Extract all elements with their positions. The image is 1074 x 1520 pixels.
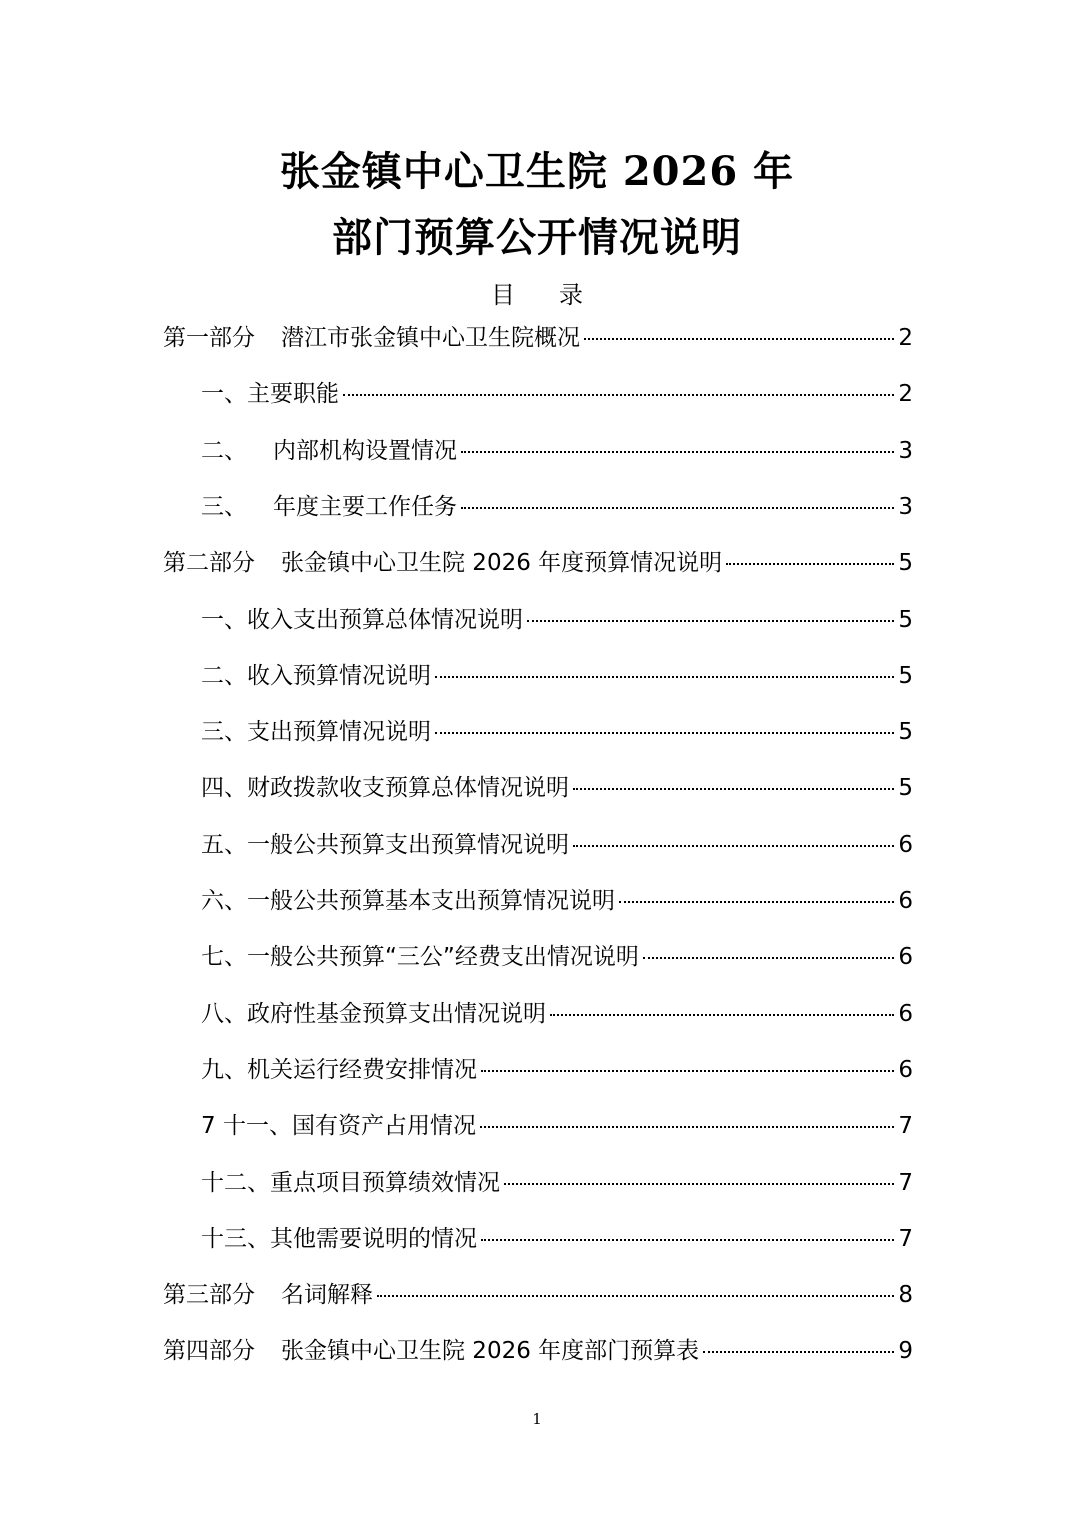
toc-entry-label <box>163 543 722 583</box>
toc-entry-text: 四、财政拨款收支预算总体情况说明 <box>201 775 569 802</box>
toc-entry[interactable] <box>201 1050 913 1090</box>
document-title-line-1: 张金镇中心卫生院 2026 年 <box>279 148 795 195</box>
toc-entry-prefix: 第一部分 <box>163 325 255 351</box>
toc-entry-text: 7 十一、国有资产占用情况 <box>201 1113 476 1140</box>
toc-entry[interactable] <box>201 712 913 752</box>
toc-entry-text: 九、机关运行经费安排情况 <box>201 1056 477 1083</box>
toc-entry-page: 5 <box>898 606 913 633</box>
toc-entry-page: 6 <box>898 888 913 914</box>
toc-heading <box>0 280 1074 310</box>
toc-leader-dots <box>435 732 894 734</box>
toc-entry[interactable] <box>201 825 913 865</box>
toc-entry-page: 2 <box>898 325 913 351</box>
toc-entry-text: 六、一般公共预算基本支出预算情况说明 <box>201 888 615 914</box>
toc-entry-prefix: 第四部分 <box>163 1338 255 1365</box>
toc-entry[interactable] <box>201 374 913 414</box>
toc-entry[interactable] <box>201 1106 913 1146</box>
toc-leader-dots <box>481 1070 894 1072</box>
toc-entry-text: 内部机构设置情况 <box>273 437 457 464</box>
toc-entry-label <box>201 1219 477 1259</box>
toc-leader-dots <box>550 1014 894 1016</box>
toc-leader-dots <box>584 338 894 340</box>
toc-leader-dots <box>461 451 894 453</box>
toc-entry[interactable] <box>201 600 913 640</box>
toc-entry-label <box>201 1106 476 1146</box>
toc-entry-label <box>201 768 569 808</box>
toc-heading-char: 录 <box>559 281 583 309</box>
toc-entry-text: 年度主要工作任务 <box>273 493 457 520</box>
toc-entry[interactable] <box>201 431 913 471</box>
toc-entry-label <box>201 994 546 1034</box>
toc-leader-dots <box>703 1351 894 1353</box>
toc-leader-dots <box>435 676 894 678</box>
toc-entry-page: 6 <box>898 1000 913 1027</box>
toc-entry-label <box>201 1163 500 1203</box>
toc-entry-page: 6 <box>898 1056 913 1083</box>
toc-entry[interactable] <box>201 881 913 921</box>
toc-leader-dots <box>343 394 894 396</box>
toc-entry[interactable] <box>163 318 913 358</box>
toc-entry-label <box>201 431 457 471</box>
toc-leader-dots <box>504 1183 894 1185</box>
toc-leader-dots <box>481 1239 894 1241</box>
toc-entry-label <box>163 1275 373 1315</box>
toc-entry-prefix: 第二部分 <box>163 550 255 577</box>
toc-entry[interactable] <box>163 543 913 583</box>
toc-entry-page: 5 <box>898 662 913 689</box>
toc-entry[interactable] <box>163 1275 913 1315</box>
toc-entry-page: 5 <box>898 550 913 577</box>
toc-entry-page: 9 <box>898 1338 913 1365</box>
toc-heading-char: 目 <box>491 281 515 309</box>
document-title-line-2: 部门预算公开情况说明 <box>332 214 742 261</box>
toc-leader-dots <box>643 957 895 959</box>
toc-entry-page: 7 <box>898 1225 913 1252</box>
toc-entry-page: 2 <box>898 381 913 408</box>
toc-entry[interactable] <box>201 1219 913 1259</box>
toc-entry-text: 一、收入支出预算总体情况说明 <box>201 606 523 633</box>
toc-leader-dots <box>619 901 894 903</box>
toc-entry-page: 5 <box>898 775 913 802</box>
toc-entry[interactable] <box>163 1331 913 1371</box>
toc-entry-text: 八、政府性基金预算支出情况说明 <box>201 1000 546 1027</box>
toc-entry-page: 3 <box>898 437 913 464</box>
toc-entry-text: 十二、重点项目预算绩效情况 <box>201 1169 500 1196</box>
toc-leader-dots <box>726 563 894 565</box>
toc-entry[interactable] <box>201 937 913 977</box>
toc-entry-label <box>201 487 457 527</box>
toc-entry[interactable] <box>201 487 913 527</box>
toc-entry-label <box>163 318 580 358</box>
toc-entry-text: 二、收入预算情况说明 <box>201 662 431 689</box>
toc-entry-text: 潜江市张金镇中心卫生院概况 <box>281 325 580 351</box>
toc-entry-prefix: 二、 <box>201 437 247 464</box>
toc-entry-page: 7 <box>898 1113 913 1140</box>
toc-entry-page: 5 <box>898 719 913 746</box>
toc-entry-text: 张金镇中心卫生院 2026 年度部门预算表 <box>281 1338 700 1365</box>
toc-leader-dots <box>573 788 894 790</box>
toc-entry-text: 一、主要职能 <box>201 381 339 408</box>
toc-entry-label <box>201 712 431 752</box>
toc-entry-label <box>201 881 615 921</box>
toc-leader-dots <box>527 620 894 622</box>
toc-leader-dots <box>377 1295 894 1297</box>
toc-entry[interactable] <box>201 1163 913 1203</box>
toc-leader-dots <box>573 845 894 847</box>
toc-entry-page: 6 <box>898 831 913 858</box>
toc-entry-page: 8 <box>898 1282 913 1309</box>
toc-entry[interactable] <box>201 994 913 1034</box>
toc-entry-page: 6 <box>898 944 913 971</box>
toc-entry[interactable] <box>201 656 913 696</box>
toc-entry-label <box>201 937 639 977</box>
toc-entry[interactable] <box>201 768 913 808</box>
toc-entry-label <box>201 1050 477 1090</box>
toc-entry-prefix: 第三部分 <box>163 1282 255 1309</box>
toc-entry-text: 三、支出预算情况说明 <box>201 719 431 746</box>
toc-entry-label <box>201 656 431 696</box>
toc-entry-label <box>163 1331 699 1371</box>
toc-entry-text: 十三、其他需要说明的情况 <box>201 1225 477 1252</box>
toc-entry-label <box>201 374 339 414</box>
toc-entry-text: 七、一般公共预算“三公”经费支出情况说明 <box>201 944 639 971</box>
toc-leader-dots <box>480 1126 894 1128</box>
toc-entry-label <box>201 825 569 865</box>
toc-entry-text: 五、一般公共预算支出预算情况说明 <box>201 831 569 858</box>
toc-entry-text: 张金镇中心卫生院 2026 年度预算情况说明 <box>281 550 723 577</box>
page-number: 1 <box>532 1410 542 1428</box>
toc-entry-prefix: 三、 <box>201 493 247 520</box>
toc-leader-dots <box>461 507 894 509</box>
toc-entry-label <box>201 600 523 640</box>
toc-entry-text: 名词解释 <box>281 1282 373 1309</box>
toc-entry-page: 3 <box>898 493 913 520</box>
toc-entry-page: 7 <box>898 1169 913 1196</box>
